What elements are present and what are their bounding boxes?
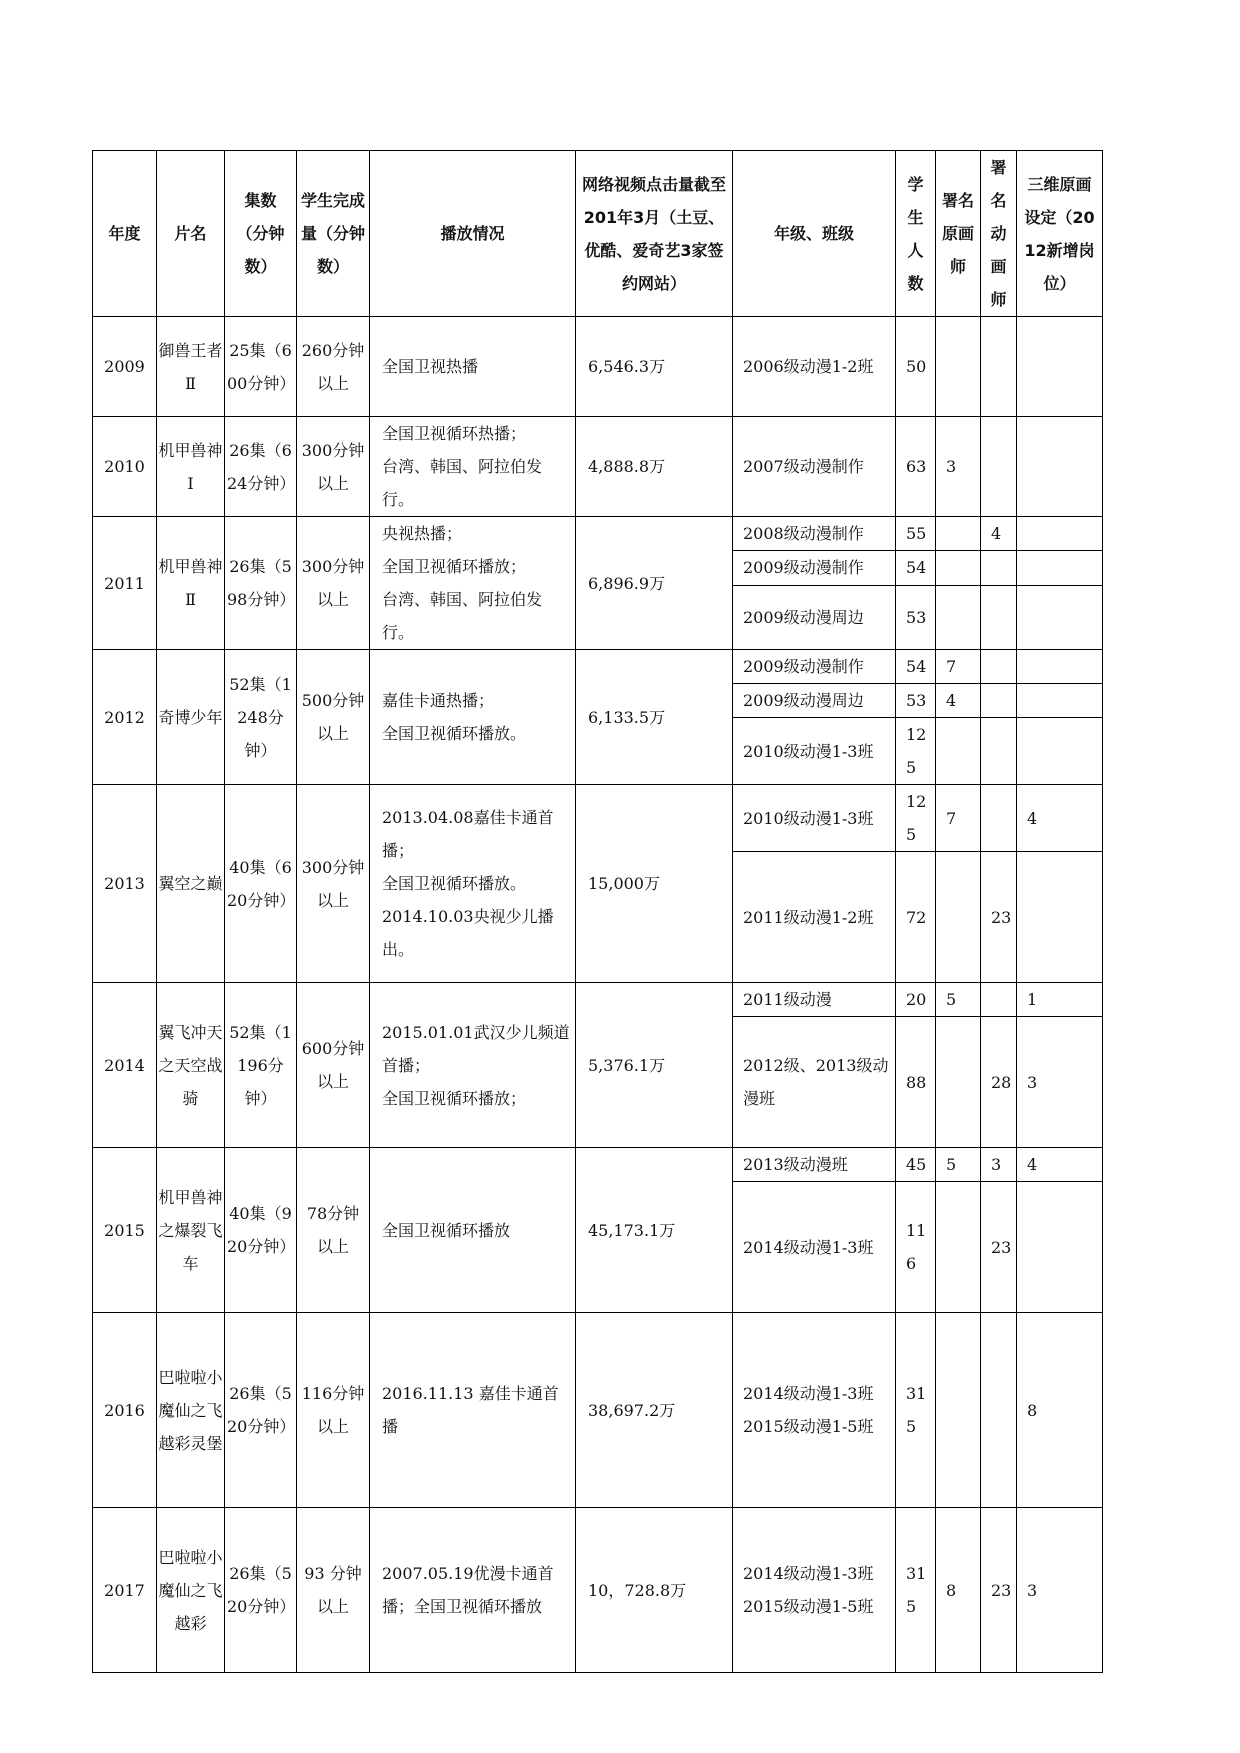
- broadcast-lines: [382, 801, 573, 966]
- key-artists-cell: [936, 852, 981, 983]
- grade-line: 2011级动漫1-2班: [743, 907, 874, 927]
- grade-line: 2009级动漫周边: [743, 691, 864, 710]
- broadcast-line: 全国卫视热播: [382, 357, 479, 376]
- students-cell: 53: [896, 585, 936, 650]
- grade-line: 2015级动漫1-5班: [743, 1597, 874, 1616]
- broadcast-line: 全国卫视循环播放。: [382, 724, 527, 743]
- broadcast-lines: [382, 350, 573, 383]
- header-episodes: 集数（分钟数）: [225, 151, 297, 317]
- broadcast-line: 全国卫视循环热播；: [382, 424, 527, 443]
- 3d-design-cell: [1017, 585, 1103, 650]
- 3d-design-cell: [1017, 417, 1103, 517]
- grade-class-cell: [733, 585, 896, 650]
- broadcast-cell: [370, 983, 576, 1148]
- broadcast-line: 全国卫视循环播放: [382, 1220, 511, 1240]
- title-cell: 奇博少年: [157, 650, 225, 785]
- animators-cell: [981, 551, 1017, 585]
- students-cell: 116: [896, 1182, 936, 1313]
- grade-class-cell: [733, 1148, 896, 1182]
- broadcast-line: 2015.01.01武汉少儿频道首播；: [382, 1022, 570, 1075]
- grade-line: 2014级动漫1-3班: [743, 1564, 874, 1583]
- grade-class-cell: [733, 785, 896, 852]
- header-broadcast: 播放情况: [370, 151, 576, 317]
- grade-line: 2010级动漫1-3班: [743, 808, 874, 828]
- table-row: [93, 1148, 1103, 1182]
- grade-class-cell: [733, 417, 896, 517]
- views-cell: 6,546.3万: [576, 317, 733, 417]
- key-artists-cell: 7: [936, 650, 981, 684]
- grade-line: 2009级动漫制作: [743, 657, 864, 676]
- grade-class-cell: [733, 1313, 896, 1508]
- table-row: [93, 1508, 1103, 1673]
- key-artists-cell: [936, 551, 981, 585]
- student-minutes-cell: 300分钟 以上: [297, 517, 370, 650]
- title-cell: 翼飞冲天之天空战骑: [157, 983, 225, 1148]
- broadcast-lines: [382, 1016, 573, 1115]
- animators-cell: 4: [981, 517, 1017, 551]
- students-cell: 125: [896, 718, 936, 785]
- table-row: [93, 317, 1103, 417]
- title-cell: 巴啦啦小魔仙之飞越彩灵堡: [157, 1313, 225, 1508]
- grade-class-cell: [733, 317, 896, 417]
- grade-lines: [743, 802, 893, 835]
- broadcast-line: 2007.05.19优漫卡通首播；全国卫视循环播放: [382, 1564, 554, 1616]
- grade-class-cell: [733, 684, 896, 718]
- header-row: [93, 151, 1103, 317]
- year-cell: 2015: [93, 1148, 157, 1313]
- grade-class-cell: [733, 1182, 896, 1313]
- grade-lines: [743, 1557, 893, 1623]
- broadcast-line: 嘉佳卡通热播；: [382, 691, 495, 710]
- grade-lines: [743, 1231, 893, 1264]
- header-title: 片名: [157, 151, 225, 317]
- grade-class-cell: [733, 1508, 896, 1673]
- title-cell: 御兽王者Ⅱ: [157, 317, 225, 417]
- animators-cell: [981, 785, 1017, 852]
- header-year: 年度: [93, 151, 157, 317]
- broadcast-lines: [382, 517, 573, 649]
- key-artists-cell: [936, 1017, 981, 1148]
- 3d-design-cell: 1: [1017, 983, 1103, 1017]
- views-cell: 6,133.5万: [576, 650, 733, 785]
- episodes-cell: 26集（520分钟）: [225, 1508, 297, 1673]
- student-minutes-cell: 260分钟 以上: [297, 317, 370, 417]
- 3d-design-cell: [1017, 517, 1103, 551]
- student-minutes-cell: 78分钟以上: [297, 1148, 370, 1313]
- table-row: [93, 1313, 1103, 1508]
- grade-line: 2013级动漫班: [743, 1155, 848, 1174]
- key-artists-cell: 5: [936, 983, 981, 1017]
- students-cell: 72: [896, 852, 936, 983]
- broadcast-line: 2013.04.08嘉佳卡通首播；: [382, 808, 554, 860]
- table-row: [93, 983, 1103, 1017]
- grade-class-cell: [733, 517, 896, 551]
- views-cell: 15,000万: [576, 785, 733, 983]
- grade-lines: [743, 517, 893, 550]
- title-cell: 机甲兽神Ⅱ: [157, 517, 225, 650]
- episodes-cell: 52集（1196分钟）: [225, 983, 297, 1148]
- 3d-design-cell: [1017, 718, 1103, 785]
- animators-cell: 23: [981, 1182, 1017, 1313]
- year-cell: 2010: [93, 417, 157, 517]
- grade-lines: [743, 901, 893, 934]
- animators-cell: 28: [981, 1017, 1017, 1148]
- key-artists-cell: [936, 517, 981, 551]
- student-minutes-cell: 600分钟 以上: [297, 983, 370, 1148]
- grade-lines: [743, 450, 893, 483]
- grade-line: 2009级动漫周边: [743, 607, 864, 627]
- grade-lines: [743, 1377, 893, 1443]
- grade-line: 2009级动漫制作: [743, 558, 864, 578]
- broadcast-lines: [382, 684, 573, 750]
- key-artists-cell: [936, 718, 981, 785]
- grade-lines: [743, 1049, 893, 1115]
- header-3d-design: 三维原画设定（2012新增岗位）: [1017, 151, 1103, 317]
- header-key-artists: 署名原画师: [936, 151, 981, 317]
- grade-lines: [743, 350, 893, 383]
- broadcast-lines: [382, 1214, 573, 1247]
- grade-class-cell: [733, 718, 896, 785]
- grade-class-cell: [733, 1017, 896, 1148]
- animators-cell: [981, 1313, 1017, 1508]
- animators-cell: [981, 718, 1017, 785]
- key-artists-cell: 7: [936, 785, 981, 852]
- key-artists-cell: 8: [936, 1508, 981, 1673]
- student-minutes-cell: 500分钟 以上: [297, 650, 370, 785]
- views-cell: 10，728.8万: [576, 1508, 733, 1673]
- grade-line: 2011级动漫: [743, 990, 832, 1009]
- year-cell: 2012: [93, 650, 157, 785]
- broadcast-lines: [382, 1557, 573, 1623]
- 3d-design-cell: 4: [1017, 1148, 1103, 1182]
- header-grade-class: 年级、班级: [733, 151, 896, 317]
- header-student-minutes: 学生完成量（分钟数）: [297, 151, 370, 317]
- students-cell: 45: [896, 1148, 936, 1182]
- header-views: 网络视频点击量截至201年3月（土豆、优酷、爱奇艺3家签约网站）: [576, 151, 733, 317]
- grade-class-cell: [733, 650, 896, 684]
- student-minutes-cell: 300分钟 以上: [297, 785, 370, 983]
- animators-cell: 23: [981, 1508, 1017, 1673]
- broadcast-line: 全国卫视循环播放；: [382, 1088, 527, 1108]
- broadcast-line: 央视热播；: [382, 524, 463, 543]
- key-artists-cell: [936, 1313, 981, 1508]
- student-minutes-cell: 116分钟 以上: [297, 1313, 370, 1508]
- views-cell: 45,173.1万: [576, 1148, 733, 1313]
- students-cell: 88: [896, 1017, 936, 1148]
- grade-line: 2014级动漫1-3班: [743, 1384, 874, 1403]
- broadcast-cell: [370, 517, 576, 650]
- title-cell: 机甲兽神Ⅰ: [157, 417, 225, 517]
- table-body: [93, 317, 1103, 1673]
- 3d-design-cell: [1017, 1182, 1103, 1313]
- broadcast-lines: [382, 417, 573, 516]
- broadcast-cell: [370, 317, 576, 417]
- data-table: [92, 150, 1103, 1673]
- animators-cell: [981, 684, 1017, 718]
- episodes-cell: 52集（1248分钟）: [225, 650, 297, 785]
- animators-cell: 3: [981, 1148, 1017, 1182]
- broadcast-cell: [370, 785, 576, 983]
- grade-lines: [743, 983, 893, 1016]
- students-cell: 20: [896, 983, 936, 1017]
- students-cell: 315: [896, 1508, 936, 1673]
- broadcast-line: 全国卫视循环播放；: [382, 557, 527, 576]
- animators-cell: [981, 585, 1017, 650]
- views-cell: 4,888.8万: [576, 417, 733, 517]
- key-artists-cell: 5: [936, 1148, 981, 1182]
- title-cell: 机甲兽神之爆裂飞车: [157, 1148, 225, 1313]
- grade-class-cell: [733, 983, 896, 1017]
- broadcast-lines: [382, 1377, 573, 1443]
- broadcast-line: 2016.11.13 嘉佳卡通首播: [382, 1384, 559, 1436]
- table-row: [93, 785, 1103, 852]
- animators-cell: [981, 650, 1017, 684]
- students-cell: 50: [896, 317, 936, 417]
- students-cell: 53: [896, 684, 936, 718]
- 3d-design-cell: [1017, 684, 1103, 718]
- broadcast-line: 台湾、韩国、阿拉伯发行。: [382, 590, 543, 642]
- year-cell: 2014: [93, 983, 157, 1148]
- grade-line: 2012级、2013级动漫班: [743, 1056, 889, 1108]
- animators-cell: [981, 983, 1017, 1017]
- broadcast-line: 全国卫视循环播放。: [382, 874, 527, 893]
- key-artists-cell: [936, 1182, 981, 1313]
- grade-class-cell: [733, 551, 896, 585]
- students-cell: 54: [896, 551, 936, 585]
- key-artists-cell: [936, 317, 981, 417]
- views-cell: 38,697.2万: [576, 1313, 733, 1508]
- header-animators: 署名动画师: [981, 151, 1017, 317]
- broadcast-cell: [370, 650, 576, 785]
- episodes-cell: 26集（624分钟）: [225, 417, 297, 517]
- students-cell: 54: [896, 650, 936, 684]
- grade-class-cell: [733, 852, 896, 983]
- key-artists-cell: [936, 585, 981, 650]
- students-cell: 55: [896, 517, 936, 551]
- views-cell: 5,376.1万: [576, 983, 733, 1148]
- 3d-design-cell: [1017, 551, 1103, 585]
- grade-lines: [743, 601, 893, 634]
- episodes-cell: 25集（600分钟）: [225, 317, 297, 417]
- 3d-design-cell: 4: [1017, 785, 1103, 852]
- broadcast-cell: [370, 1313, 576, 1508]
- grade-lines: [743, 735, 893, 768]
- animators-cell: 23: [981, 852, 1017, 983]
- key-artists-cell: 4: [936, 684, 981, 718]
- year-cell: 2016: [93, 1313, 157, 1508]
- grade-line: 2007级动漫制作: [743, 457, 864, 476]
- animators-cell: [981, 417, 1017, 517]
- broadcast-cell: [370, 1148, 576, 1313]
- year-cell: 2013: [93, 785, 157, 983]
- episodes-cell: 40集（920分钟）: [225, 1148, 297, 1313]
- title-cell: 巴啦啦小魔仙之飞越彩: [157, 1508, 225, 1673]
- header-students: 学生人数: [896, 151, 936, 317]
- 3d-design-cell: [1017, 650, 1103, 684]
- grade-lines: [743, 650, 893, 683]
- 3d-design-cell: 8: [1017, 1313, 1103, 1508]
- grade-lines: [743, 551, 893, 584]
- grade-lines: [743, 1148, 893, 1181]
- year-cell: 2009: [93, 317, 157, 417]
- key-artists-cell: 3: [936, 417, 981, 517]
- grade-lines: [743, 684, 893, 717]
- student-minutes-cell: 93 分钟 以上: [297, 1508, 370, 1673]
- grade-line: 2010级动漫1-3班: [743, 741, 874, 761]
- year-cell: 2011: [93, 517, 157, 650]
- 3d-design-cell: [1017, 852, 1103, 983]
- grade-line: 2006级动漫1-2班: [743, 357, 874, 376]
- students-cell: 315: [896, 1313, 936, 1508]
- broadcast-cell: [370, 1508, 576, 1673]
- students-cell: 125: [896, 785, 936, 852]
- broadcast-line: 2014.10.03央视少儿播出。: [382, 907, 554, 959]
- title-cell: 翼空之巅: [157, 785, 225, 983]
- students-cell: 63: [896, 417, 936, 517]
- grade-line: 2014级动漫1-3班: [743, 1237, 874, 1257]
- views-cell: 6,896.9万: [576, 517, 733, 650]
- episodes-cell: 26集（598分钟）: [225, 517, 297, 650]
- 3d-design-cell: 3: [1017, 1017, 1103, 1148]
- grade-line: 2008级动漫制作: [743, 524, 864, 544]
- table-row: [93, 650, 1103, 684]
- episodes-cell: 26集（520分钟）: [225, 1313, 297, 1508]
- episodes-cell: 40集（620分钟）: [225, 785, 297, 983]
- animators-cell: [981, 317, 1017, 417]
- broadcast-line: 台湾、韩国、阿拉伯发行。: [382, 457, 543, 509]
- year-cell: 2017: [93, 1508, 157, 1673]
- broadcast-cell: [370, 417, 576, 517]
- table-row: [93, 517, 1103, 551]
- 3d-design-cell: [1017, 317, 1103, 417]
- grade-line: 2015级动漫1-5班: [743, 1417, 874, 1436]
- table-row: [93, 417, 1103, 517]
- 3d-design-cell: 3: [1017, 1508, 1103, 1673]
- student-minutes-cell: 300分钟 以上: [297, 417, 370, 517]
